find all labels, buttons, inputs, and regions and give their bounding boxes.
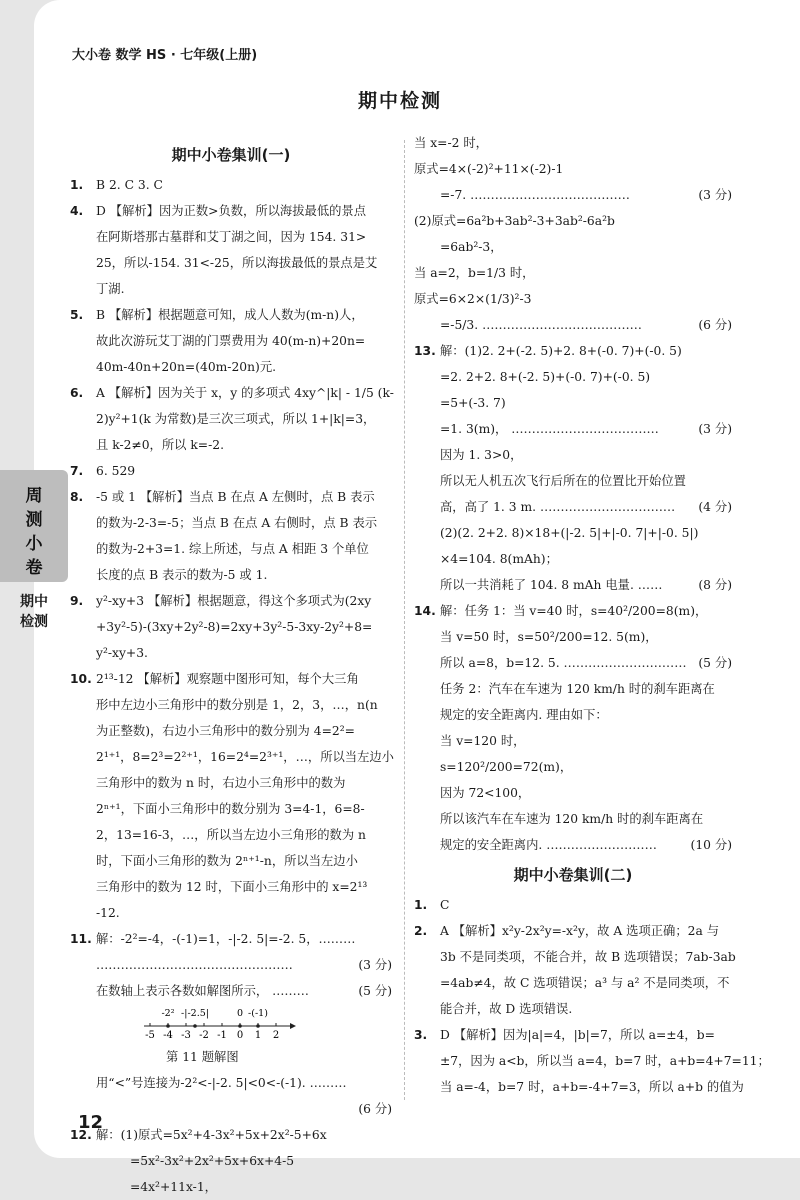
answer-line — [70, 718, 392, 744]
answer-text: =5x²-3x²+2x²+5x+6x+4-5 — [130, 1154, 295, 1168]
answer-line — [70, 1044, 392, 1070]
answer-line — [414, 286, 732, 312]
answer-text: 3b 不是同类项，不能合并，故 B 选项错误；7ab-3ab — [440, 950, 736, 964]
answer-text: 2)y²+1(k 为常数)是三次三项式，所以 1+|k|=3， — [96, 412, 376, 426]
tick-label: -5 — [145, 1030, 155, 1041]
answer-text: 解：(1)2. 2+(-2. 5)+2. 8+(-0. 7)+(-0. 5) — [440, 344, 682, 358]
question-number: 12. — [70, 1128, 92, 1142]
tick-label: 2 — [272, 1030, 280, 1041]
answer-line — [414, 702, 732, 728]
answer-line — [414, 1074, 744, 1100]
answer-line — [414, 754, 732, 780]
answer-text: 任务 2：汽车在车速为 120 km/h 时的刹车距离在 — [440, 682, 715, 696]
question-number: 13. — [414, 344, 436, 358]
answer-text: ………………………………………… — [96, 958, 293, 972]
answer-line — [70, 484, 392, 510]
answer-text: 所以 a=8，b=12. 5. ………………………… — [440, 656, 687, 670]
value-label: -|-2.5| — [181, 1008, 209, 1019]
value-point — [166, 1024, 170, 1028]
answer-text: s=120²/200=72(m)， — [440, 760, 573, 774]
answer-text: 故此次游玩艾丁湖的门票费用为 40(m-n)+20n= — [96, 334, 366, 348]
answer-text: =6ab²-3， — [440, 240, 503, 254]
answer-line — [70, 588, 392, 614]
question-number: 1. — [414, 898, 428, 912]
answer-line — [414, 970, 732, 996]
question-number: 2. — [414, 924, 428, 938]
answer-text: 解：任务 1：当 v=40 时，s=40²/200=8(m)， — [440, 604, 708, 618]
answer-line — [70, 926, 392, 952]
answer-line — [414, 624, 732, 650]
answer-text: 当 x=-2 时， — [414, 136, 488, 150]
answer-text: B 2. C 3. C — [96, 178, 163, 192]
tick-label: -2 — [199, 1030, 209, 1041]
answer-text: 解：-2²=-4，-(-1)=1，-|-2. 5|=-2. 5，……… — [96, 932, 356, 946]
answer-text: (2)原式=6a²b+3ab²-3+3ab²-6a²b — [414, 214, 615, 228]
question-number: 6. — [70, 386, 84, 400]
answer-text: 且 k-2≠0，所以 k=-2. — [96, 438, 224, 452]
side-tab-sub: 期中检测 — [20, 594, 48, 630]
answer-line — [414, 676, 732, 702]
book-header: 大小卷 数学 HS · 七年级(上册) — [72, 48, 258, 63]
answer-line — [414, 130, 732, 156]
answer-line — [414, 892, 732, 918]
answer-text: y²-xy+3. — [96, 646, 148, 660]
answer-line — [70, 952, 392, 978]
answer-line — [414, 416, 732, 442]
answer-line — [70, 432, 392, 458]
answer-line — [414, 546, 732, 572]
answer-text: 原式=4×(-2)²+11×(-2)-1 — [414, 162, 564, 176]
question-number: 11. — [70, 932, 92, 946]
score-note: (4 分) — [698, 500, 732, 514]
page-number: 12 — [78, 1112, 104, 1133]
answer-text: D 【解析】因为正数>负数，所以海拔最低的景点 — [96, 204, 367, 218]
answer-line — [70, 276, 392, 302]
answer-text: 能合并，故 D 选项错误. — [440, 1002, 573, 1016]
score-note: (5 分) — [358, 984, 392, 998]
answer-line — [70, 874, 392, 900]
score-note: (3 分) — [358, 958, 392, 972]
answer-line — [414, 806, 732, 832]
answer-line — [414, 468, 732, 494]
answer-text: C — [440, 898, 450, 912]
answer-text: =-7. ………………………………… — [440, 188, 630, 202]
answer-line — [414, 156, 732, 182]
answer-text: (2)(2. 2+2. 8)×18+(|-2. 5|+|-0. 7|+|-0. 5|) — [440, 526, 699, 540]
value-point — [193, 1024, 197, 1028]
tick-label: -3 — [181, 1030, 191, 1041]
answer-text: =-5/3. ………………………………… — [440, 318, 642, 332]
answer-text: 规定的安全距离内. ……………………… — [440, 838, 657, 852]
section-heading-2: 期中小卷集训(二) — [513, 866, 633, 884]
answer-text: =4x²+11x-1， — [130, 1180, 217, 1194]
answer-line — [70, 692, 392, 718]
answer-line — [414, 338, 732, 364]
answer-text: =1. 3(m)， ……………………………… — [440, 422, 659, 436]
answer-line — [414, 944, 736, 970]
side-tab-label: 周测小卷 — [25, 486, 43, 578]
answer-text: 用“<”号连接为-2²<-|-2. 5|<0<-(-1). ……… — [96, 1076, 347, 1090]
answer-text: 因为 1. 3>0， — [440, 448, 523, 462]
answer-text: 第 11 题解图 — [166, 1050, 239, 1064]
value-point — [238, 1024, 242, 1028]
answer-text: 丁湖. — [96, 282, 125, 296]
tick-label: 1 — [254, 1030, 262, 1041]
answer-text: -5 或 1 【解析】当点 B 在点 A 左侧时，点 B 表示 — [96, 490, 375, 504]
answer-text: A 【解析】因为关于 x，y 的多项式 4xy^|k| - 1/5 (k- — [96, 386, 394, 400]
answer-line — [414, 208, 732, 234]
column-divider — [404, 140, 405, 1100]
answer-text: 时，下面小三角形的数为 2ⁿ⁺¹-n，所以当左边小 — [96, 854, 358, 868]
answer-text: A 【解析】x²y-2x²y=-x²y，故 A 选项正确；2a 与 — [440, 924, 719, 938]
value-label: -2² — [161, 1008, 175, 1019]
answer-line — [70, 1148, 392, 1174]
question-number: 9. — [70, 594, 84, 608]
answer-text: 在阿斯塔那古墓群和艾丁湖之间，因为 154. 31> — [96, 230, 367, 244]
answer-line — [70, 1096, 392, 1122]
score-note: (5 分) — [698, 656, 732, 670]
answer-line — [70, 1070, 392, 1096]
value-label: 0 — [236, 1008, 244, 1019]
answer-text: 2，13=16-3，…，所以当左边小三角形的数为 n — [96, 828, 366, 842]
question-number: 8. — [70, 490, 84, 504]
answer-line — [414, 390, 732, 416]
answer-text: 6. 529 — [96, 464, 136, 478]
answer-line — [70, 510, 392, 536]
answer-text: 三角形中的数为 n 时，右边小三角形中的数为 — [96, 776, 346, 790]
page-title: 期中检测 — [357, 90, 442, 112]
question-number: 7. — [70, 464, 84, 478]
answer-line — [70, 458, 392, 484]
value-point — [256, 1024, 260, 1028]
answer-line — [70, 770, 392, 796]
answer-text: 长度的点 B 表示的数为-5 或 1. — [96, 568, 268, 582]
score-note: (6 分) — [698, 318, 732, 332]
answer-line — [414, 1022, 732, 1048]
answer-line — [414, 260, 732, 286]
question-number: 1. — [70, 178, 84, 192]
answer-text: 2¹⁺¹，8=2³=2²⁺¹，16=2⁴=2³⁺¹，…，所以当左边小 — [96, 750, 394, 764]
answer-text: 当 v=120 时， — [440, 734, 526, 748]
answer-text: 的数为-2+3=1. 综上所述，与点 A 相距 3 个单位 — [96, 542, 369, 556]
answer-line — [414, 780, 732, 806]
answer-text: 当 v=50 时，s=50²/200=12. 5(m)， — [440, 630, 658, 644]
answer-line — [414, 234, 732, 260]
score-note: (3 分) — [698, 188, 732, 202]
answer-line — [414, 1048, 770, 1074]
answer-line — [70, 198, 392, 224]
answer-line — [70, 328, 392, 354]
answer-text: 当 a=2，b=1/3 时， — [414, 266, 535, 280]
answer-text: y²-xy+3 【解析】根据题意，得这个多项式为(2xy — [96, 594, 372, 608]
answer-text: =5+(-3. 7) — [440, 396, 506, 410]
answer-text: 2¹³-12 【解析】观察题中图形可知，每个大三角 — [96, 672, 359, 686]
value-label: -(-1) — [248, 1008, 268, 1019]
answer-line — [70, 380, 392, 406]
answer-text: 为正整数)，右边小三角形中的数分别为 4=2²= — [96, 724, 355, 738]
answer-line — [70, 978, 392, 1004]
answer-line — [70, 250, 392, 276]
answer-line — [70, 1122, 392, 1148]
answer-line — [414, 598, 732, 624]
answer-text: B 【解析】根据题意可知，成人人数为(m-n)人， — [96, 308, 364, 322]
answer-line — [70, 406, 392, 432]
answer-line — [70, 666, 392, 692]
answer-line — [70, 822, 392, 848]
answer-line — [414, 312, 732, 338]
answer-line — [414, 182, 732, 208]
answer-line — [70, 640, 392, 666]
answer-text: 规定的安全距离内. 理由如下： — [440, 708, 608, 722]
answer-text: 形中左边小三角形中的数分别是 1，2，3，…，n(n — [96, 698, 378, 712]
answer-line — [414, 832, 732, 858]
tick-label: -4 — [163, 1030, 173, 1041]
answer-line — [70, 614, 392, 640]
answer-line — [70, 848, 392, 874]
answer-line — [414, 520, 732, 546]
answer-text: 所以无人机五次飞行后所在的位置比开始位置 — [440, 474, 686, 488]
answer-line — [414, 728, 732, 754]
answer-text: 三角形中的数为 12 时，下面小三角形中的 x=2¹³ — [96, 880, 368, 894]
answer-text: 所以一共消耗了 104. 8 mAh 电量. …… — [440, 578, 663, 592]
answer-line — [414, 572, 732, 598]
tick-label: 0 — [236, 1030, 244, 1041]
answer-text: 高，高了 1. 3 m. …………………………… — [440, 500, 676, 514]
score-note: (10 分) — [690, 838, 732, 852]
answer-text: ±7，因为 a<b，所以当 a=4，b=7 时，a+b=4+7=11； — [440, 1054, 770, 1068]
axis-arrow — [290, 1023, 296, 1029]
answer-text: 在数轴上表示各数如解图所示， ……… — [96, 984, 309, 998]
score-note: (3 分) — [698, 422, 732, 436]
answer-line — [414, 364, 732, 390]
answer-line — [414, 650, 732, 676]
question-number: 3. — [414, 1028, 428, 1042]
answer-text: 解：(1)原式=5x²+4-3x²+5x+2x²-5+6x — [96, 1128, 327, 1142]
answer-text: 原式=6×2×(1/3)²-3 — [414, 292, 532, 306]
answer-line — [70, 224, 392, 250]
answer-text: =4ab≠4，故 C 选项错误；a³ 与 a² 不是同类项，不 — [440, 976, 730, 990]
answer-text: 40m-40n+20n=(40m-20n)元. — [96, 360, 277, 374]
answer-text: =2. 2+2. 8+(-2. 5)+(-0. 7)+(-0. 5) — [440, 370, 651, 384]
answer-line — [414, 442, 732, 468]
question-number: 5. — [70, 308, 84, 322]
answer-line — [414, 918, 732, 944]
answer-line — [70, 1174, 392, 1200]
score-note: (8 分) — [698, 578, 732, 592]
question-number: 14. — [414, 604, 436, 618]
answer-line — [70, 900, 392, 926]
right-column — [414, 130, 770, 1100]
answer-text: 的数为-2-3=-5；当点 B 在点 A 右侧时，点 B 表示 — [96, 516, 378, 530]
answer-line — [70, 302, 392, 328]
answer-line — [70, 536, 392, 562]
answer-text: ×4=104. 8(mAh)； — [440, 552, 558, 566]
answer-line — [414, 494, 732, 520]
question-number: 4. — [70, 204, 84, 218]
answer-text: 因为 72<100， — [440, 786, 531, 800]
answer-line — [70, 796, 392, 822]
answer-line — [70, 562, 392, 588]
answer-text: 所以该汽车在车速为 120 km/h 时的刹车距离在 — [440, 812, 704, 826]
answer-text: 当 a=-4，b=7 时，a+b=-4+7=3，所以 a+b 的值为 — [440, 1080, 744, 1094]
answer-text: D 【解析】因为|a|=4，|b|=7，所以 a=±4，b= — [440, 1028, 715, 1042]
answer-line — [414, 996, 732, 1022]
score-note: (6 分) — [358, 1102, 392, 1116]
number-line-svg — [140, 1004, 310, 1044]
left-column — [70, 138, 392, 1200]
question-number: 10. — [70, 672, 92, 686]
number-line-figure — [70, 1004, 392, 1044]
answer-text: 2ⁿ⁺¹，下面小三角形中的数分别为 3=4-1，6=8- — [96, 802, 365, 816]
tick-label: -1 — [217, 1030, 227, 1041]
answer-line — [70, 354, 392, 380]
answer-line — [70, 744, 392, 770]
section-heading-1: 期中小卷集训(一) — [171, 146, 291, 164]
answer-text: 25，所以-154. 31<-25，所以海拔最低的景点是艾 — [96, 256, 378, 270]
answer-text: +3y²-5)-(3xy+2y²-8)=2xy+3y²-5-3xy-2y²+8= — [96, 620, 373, 634]
answer-line — [70, 172, 392, 198]
answer-text: -12. — [96, 906, 120, 920]
